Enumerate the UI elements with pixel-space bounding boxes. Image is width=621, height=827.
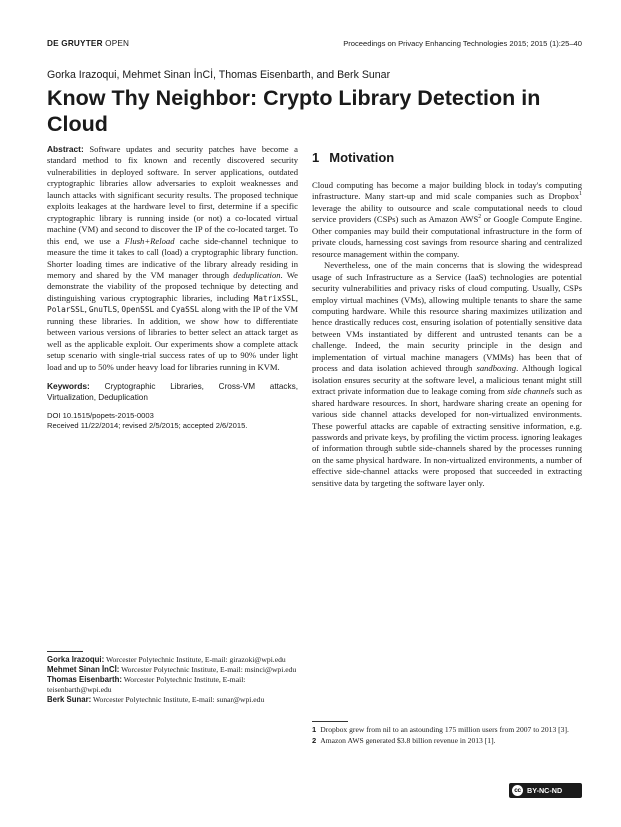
text-run: such as shared hardware resources. In short, hardware sharing create an opening for various side channel attacks developed for non-virtualized environments. These powerful attacks are capable of extracting sensitive information, e.g. passwords and private keys, by profiling the victim process. ignoring leakages of information through subtle side-channels shared by the processes running on the same physical hardware. In non-virtualized environments, a number of effective side-channel attacks were proposed that succeeded in extracting sensitive data by targeting the software layer only. — [312, 386, 583, 488]
library-cyassl: CyaSSL — [171, 305, 200, 315]
affiliation-name: Berk Sunar: — [47, 695, 92, 705]
library-openssl: OpenSSL — [121, 305, 155, 315]
keywords — [47, 381, 298, 403]
affiliation-name: Mehmet Sinan İnCİ: — [47, 665, 120, 675]
affiliation-divider — [47, 651, 83, 652]
affiliation-text: Worcester Polytechnic Institute, E-mail: teisenbarth@wpi.edu — [47, 675, 246, 695]
footnote-divider — [312, 721, 348, 722]
footnote-marker: 1 — [579, 191, 582, 198]
abstract-and: and — [156, 304, 169, 315]
affiliation-text: Worcester Polytechnic Institute, E-mail: girazoki@wpi.edu — [105, 655, 286, 664]
footnote-number: 2 — [312, 736, 317, 746]
library-matrixssl: MatrixSSL — [253, 293, 296, 303]
motivation-body — [312, 180, 582, 489]
affiliation-name: Thomas Eisenbarth: — [47, 675, 122, 685]
paragraph — [312, 260, 582, 489]
footnote-text: Amazon AWS generated $3.8 billion revenue in 2013 [1]. — [320, 736, 496, 746]
library-polarssl: PolarSSL — [47, 305, 85, 315]
text-run: . Although logical isolation ensures security at the software level, a malicious tenant might still extract private information due to leakage coming from — [312, 363, 582, 397]
text-run: leverage the ability to outsource and scale computational needs to cloud service providers (CSPs) such as Amazon AWS — [312, 202, 582, 225]
publisher-rest: OPEN — [105, 39, 130, 48]
affiliation-item — [47, 655, 298, 665]
creative-commons-icon: cc — [512, 785, 523, 796]
abstract: Abstract: Software updates and security patches have become a standard method to fix known and recently discovered security vulnerabilities in deployed software. In server applications, outdated cryptographic libraries allow adversaries to exploit weaknesses and launch attacks with significant security results. The proposed technique exploits leakages at the hardware level to first, determine if a specific cryptographic library is running inside (or not) a co-located virtual machine (VM) and second to discover the IP of the co-located target. To this end, we use a Flush+Reload cache side-channel technique to measure the time it takes to call (load) a cryptographic library function. Shorter loading times are indicative of the library already residing in memory and shared by the VM manager through deduplication. We demonstrate the viability of the proposed technique by detecting and distinguishing various cryptographic libraries, including MatrixSSL, PolarSSL, GnuTLS, OpenSSL and CyaSSL along with the IP of the VM running these libraries. In addition, we show how to differentiate between various versions of libraries to better select an attack target as well as the applicable exploit. Our experiments show a complete attack setup scenario with single-trial success rates of up to 90% under light load and up to 50% under heavy load for libraries running in KVM. — [47, 144, 299, 372]
paragraph — [312, 180, 582, 260]
affiliation-text: Worcester Polytechnic Institute, E-mail: sunar@wpi.edu — [92, 695, 265, 705]
section-number: 1 — [312, 150, 320, 165]
received-dates: Received 11/22/2014; revised 2/5/2015; accepted 2/6/2015. — [47, 421, 248, 431]
affiliation-text: Worcester Polytechnic Institute, E-mail: msinci@wpi.edu — [121, 665, 297, 675]
doi: DOI 10.1515/popets-2015-0003 — [47, 411, 154, 421]
footnote — [312, 725, 582, 735]
running-header — [47, 39, 582, 51]
footnote-text: Dropbox grew from nil to an astounding 175 million users from 2007 to 2013 [3]. — [320, 725, 569, 734]
abstract-deduplication: deduplication — [233, 269, 281, 280]
text-run: Nevertheless, one of the main concerns that is slowing the widespread usage of such Infrastructure as a Service (IaaS) technologies are potential security vulnerabilities and privacy risks of cloud computing. Usually, CSPs employ virtual machines (VMs), allowing multiple tenants to share the same computing hardware. While this resource sharing maximizes utilization and hence drastically reduces cost, ensuring isolation of potentially sensitive data between VMs instantiated by different and untrusted tenants can be a challenge. Indeed, the main security principle in the design and implementation of virtual machine managers (VMMs) has been that of process and data isolation achieved through — [312, 260, 582, 374]
abstract-text-4: along with the IP of the VM running these libraries. In addition, we show how to differentiate between various versions of libraries to better select an attack target as well as the applicable exploit. Our experiments show a complete attack setup scenario with single-trial success rates of up to 90% under light load and up to 50% under heavy load for libraries running in KVM. — [47, 304, 299, 372]
abstract-text-2: cache side-channel technique to measure the time it takes to call (load) a cryptographic library function. Shorter loading times are indicative of the library already residing in memory and shared by the VM manager through — [47, 235, 298, 280]
abstract-text-3: . We demonstrate the viability of the proposed technique by detecting and distinguishing various cryptographic libraries, including — [47, 269, 298, 303]
affiliation-item — [47, 665, 298, 675]
text-run: Cloud computing has become a major building block in today's computing infrastructure. Many start-up and mid scale companies such as Dropbox — [312, 180, 582, 202]
keywords-text: Cryptographic Libraries, Cross-VM attacks, Virtualization, Deduplication — [47, 382, 298, 403]
footnotes — [312, 725, 582, 747]
affiliation-name: Gorka Irazoqui: — [47, 655, 105, 664]
emphasis-sandboxing: sandboxing — [476, 363, 517, 374]
library-gnutls: GnuTLS — [88, 305, 118, 315]
publisher-name — [47, 39, 129, 48]
footnote — [312, 736, 582, 746]
abstract-text-1: Software updates and security patches have become a standard method to fix known and recently discovered security vulnerabilities in deployed software. In server applications, outdated cryptographic libraries allow adversaries to exploit weaknesses and launch attacks with significant security results. The proposed technique exploits leakages at the hardware level to first, determine if a specific cryptographic library is running inside (or not) a co-located virtual machine (VM) and second to discover the IP of the co-located target. To this end, we use a — [47, 144, 298, 246]
footnote-marker: 2 — [478, 214, 482, 221]
section-heading — [312, 150, 394, 165]
text-run: or Google Compute Engine. Other companies may build their computational infrastructure in the form of private clouds, harnessing cost savings from resource sharing and centralized resource management within the company. — [312, 214, 583, 259]
abstract-label: Abstract: — [47, 144, 84, 154]
cc-license-badge — [509, 783, 582, 798]
affiliation-item — [47, 675, 298, 695]
abstract-flush-reload: Flush+Reload — [124, 235, 175, 246]
footnote-number: 1 — [312, 725, 317, 734]
affiliations — [47, 655, 298, 705]
emphasis-side-channels: side channels — [507, 386, 555, 397]
publisher-bold: DE GRUYTER — [47, 39, 103, 48]
journal-citation: Proceedings on Privacy Enhancing Technologies 2015; 2015 (1):25–40 — [343, 39, 582, 48]
section-title: Motivation — [329, 150, 395, 165]
left-column — [47, 144, 298, 431]
author-list: Gorka Irazoqui, Mehmet Sinan İnCİ, Thomas Eisenbarth, and Berk Sunar — [47, 69, 391, 81]
license-label: BY-NC-ND — [527, 786, 563, 795]
affiliation-item — [47, 695, 298, 705]
keywords-label: Keywords: — [47, 381, 90, 392]
paper-title: Know Thy Neighbor: Crypto Library Detection in Cloud — [47, 86, 541, 136]
